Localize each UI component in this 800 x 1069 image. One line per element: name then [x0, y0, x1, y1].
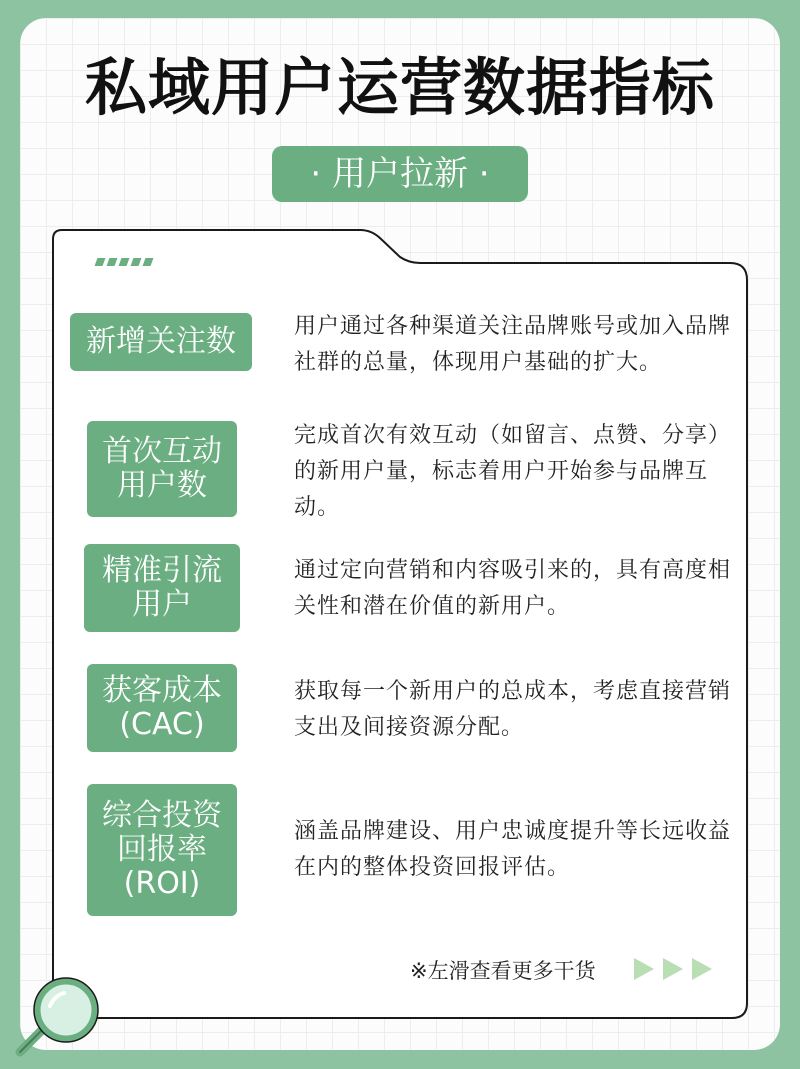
metric-label-roi: [87, 784, 237, 916]
metric-label-text: 综合投资 回报率 (ROI): [102, 798, 222, 901]
metric-desc-new-followers: 用户通过各种渠道关注品牌账号或加入品牌社群的总量，体现用户基础的扩大。: [294, 314, 732, 375]
metric-label-text: 新增关注数: [86, 324, 236, 359]
metric-desc-cac: 获取每一个新用户的总成本，考虑直接营销支出及间接资源分配。: [294, 679, 732, 740]
metric-label-new-followers: [70, 313, 252, 371]
metric-label-text: 获客成本 (CAC): [102, 673, 222, 742]
swipe-arrows[interactable]: [634, 958, 712, 980]
metric-desc-first-interaction: 完成首次有效互动（如留言、点赞、分享）的新用户量，标志着用户开始参与品牌互动。: [294, 423, 732, 520]
section-label: · 用户拉新 ·: [272, 146, 528, 202]
play-arrow-icon: [663, 958, 683, 980]
metric-label-text: 首次互动 用户数: [102, 434, 222, 503]
metric-label-targeted-users: [84, 544, 240, 632]
page-title: 私域用户运营数据指标: [84, 51, 715, 124]
swipe-more-hint[interactable]: ※左滑查看更多干货: [410, 959, 596, 983]
metric-desc-roi: 涵盖品牌建设、用户忠诚度提升等长远收益在内的整体投资回报评估。: [294, 819, 732, 880]
metric-label-cac: [87, 664, 237, 752]
decorative-dashes: [96, 258, 152, 266]
metric-label-text: 精准引流 用户: [102, 553, 222, 622]
play-arrow-icon: [692, 958, 712, 980]
metric-desc-targeted-users: 通过定向营销和内容吸引来的，具有高度相关性和潜在价值的新用户。: [294, 558, 732, 619]
magnifier-icon: [10, 976, 106, 1060]
metric-label-first-interaction: [87, 421, 237, 517]
play-arrow-icon: [634, 958, 654, 980]
